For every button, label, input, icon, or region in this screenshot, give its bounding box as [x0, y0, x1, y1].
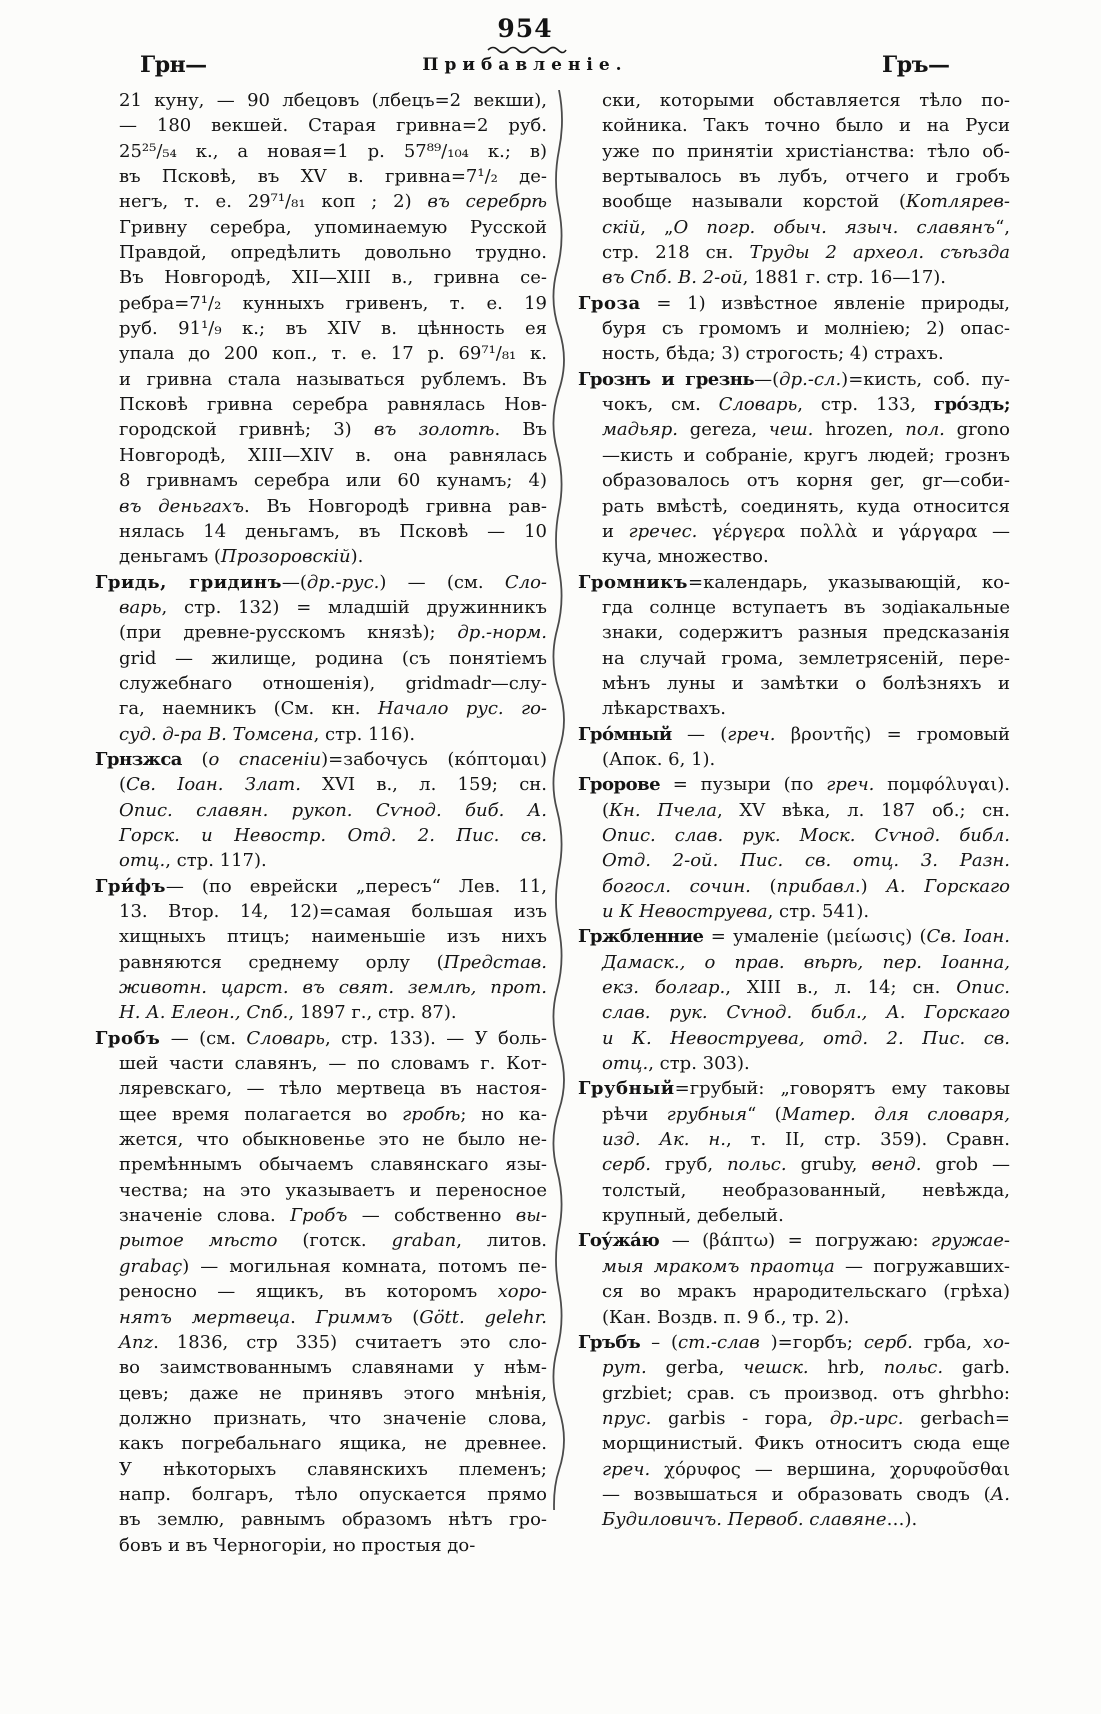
text-line: Будиловичъ. Первоб. славяне…). — [602, 1509, 918, 1531]
text-line: толстый, необразованный, невѣжда, — [602, 1179, 1010, 1201]
text-line: стр. 218 сн. Труды 2 археол. съѣзда — [602, 242, 1011, 264]
citation-text: въ серебрѣ — [427, 191, 547, 213]
citation-text: вы- — [515, 1205, 547, 1227]
text-line: реносно — ящикъ, въ которомъ хоро- — [119, 1281, 547, 1303]
text-line: — возвышаться и образовать сводъ (А. — [602, 1483, 1010, 1505]
citation-text: отц. — [119, 850, 166, 872]
text-line: Псковѣ гривна серебра равнялась Нов- — [119, 394, 547, 416]
citation-text: др.-сл. — [779, 368, 842, 390]
text-line: знаки, содержитъ разныя предсказанія — [602, 622, 1010, 644]
citation-text: въ золотѣ — [373, 419, 495, 441]
citation-text: др.-норм. — [457, 622, 547, 644]
citation-text: животн. царст. въ свят. землѣ, прот. — [119, 977, 547, 999]
citation-text: и К Невоструева — [602, 901, 768, 922]
citation-text: греч. — [602, 1458, 651, 1480]
text-line — [578, 950, 1010, 975]
citation-text: хоро- — [497, 1281, 547, 1303]
citation-text: мадьяр. — [602, 419, 679, 441]
dictionary-entry — [578, 1076, 1010, 1228]
text-line: городской гривнѣ; 3) въ золотѣ. Въ — [119, 419, 548, 441]
text-line: деньгамъ (Прозоровскій). — [119, 546, 364, 568]
citation-text: Гробъ — [290, 1205, 348, 1227]
text-line: лѣкарствахъ. — [602, 698, 727, 720]
citation-text: серб. — [863, 1331, 913, 1353]
text-line: цевъ; даже не принявъ этого мнѣнія, — [119, 1382, 547, 1404]
text-line: ность, бѣда; 3) строгость; 4) страхъ. — [602, 343, 944, 365]
text-line: щее время полагается во гробѣ; но ка- — [119, 1103, 547, 1125]
section-title: Прибавленіе. — [422, 55, 628, 75]
text-line: Н. А. Елеон., Спб., 1897 г., стр. 87). — [119, 1002, 457, 1024]
entry-continuation — [578, 88, 1010, 291]
citation-text: Матер. для словаря, — [781, 1103, 1010, 1125]
citation-text: Опис. слав. рук. Моск. Сѵнод. библ. — [602, 824, 1010, 846]
text-line: Anz. 1836, стр 335) считаетъ это сло- — [119, 1331, 547, 1353]
citation-text: рут. — [602, 1357, 647, 1379]
citation-text: Gött. gelehr. — [419, 1306, 547, 1328]
text-line: койника. Такъ точно было и на Руси — [602, 115, 1010, 137]
citation-text: и К. Невоструева, отд. 2. Пис. св. — [602, 1027, 1010, 1049]
text-line: въ Спб. В. 2-ой, 1881 г. стр. 16—17). — [602, 267, 947, 289]
text-line: (Апок. 6, 1). — [602, 748, 716, 770]
text-line: ребра=7¹/₂ кунныхъ гривенъ, т. е. 19 — [119, 292, 547, 314]
citation-text: гробѣ — [402, 1103, 461, 1125]
text-line: на случай грома, землетрясеній, пере- — [602, 647, 1010, 669]
dictionary-entry — [95, 570, 547, 747]
church-slavonic-text: Грознъ и грезнь — [578, 368, 755, 390]
citation-text: отц. — [602, 1053, 649, 1075]
text-line — [578, 848, 1010, 873]
dictionary-entry — [578, 1330, 1010, 1533]
citation-text: изд. Ак. н. — [602, 1129, 726, 1151]
citation-text: Котлярев- — [906, 191, 1010, 213]
citation-text: прус. — [602, 1407, 652, 1429]
text-line: негъ, т. е. 29⁷¹/₈₁ коп ; 2) въ серебрѣ — [119, 191, 547, 213]
text-line: Новгородѣ, XIII—XIV в. она равнялась — [119, 444, 547, 466]
text-line: въ землю, равнымъ образомъ нѣтъ гро- — [119, 1509, 547, 1531]
text-line — [95, 798, 547, 823]
text-line: чокъ, см. Словарь, стр. 133, гро́здъ; — [602, 394, 1010, 416]
dictionary-entry — [95, 747, 547, 874]
text-line: морщинистый. Фикъ относитъ сюда еще — [602, 1433, 1010, 1455]
text-line: мадьяр. gereza, чеш. hrozen, пол. grono — [602, 419, 1010, 441]
page-number: 954 — [497, 14, 553, 43]
text-line: —кисть и собраніе, кругъ людей; грознъ — [602, 444, 1010, 466]
text-line: богосл. сочин. (прибавл.) А. Горскаго — [602, 875, 1010, 897]
citation-text: Anz — [119, 1331, 154, 1353]
text-line: Грубный=грубый: „говорятъ ему таковы — [578, 1078, 1010, 1100]
text-line: Гръбъ – (ст.-слав )=горбъ; серб. грба, хо- — [578, 1331, 1010, 1353]
text-line: мыя мракомъ праотца — погружавших- — [602, 1255, 1010, 1277]
text-line: жется, что обыкновенье это не было не- — [119, 1129, 547, 1151]
citation-text: Представ. — [443, 951, 547, 973]
text-line: руб. 91¹/₉ к.; въ XIV в. цѣнность ея — [119, 318, 547, 340]
citation-text: нятъ мертвеца — [119, 1306, 291, 1328]
text-line: какъ погребальнаго ящика, не древнее. — [119, 1433, 547, 1455]
text-line: суд. д-ра В. Томсена, стр. 116). — [119, 723, 416, 745]
citation-text: гречес. — [628, 520, 698, 542]
text-line: шей части славянъ, — по словамъ г. Кот- — [119, 1053, 547, 1075]
text-line: Грнзжса (о спасеніи)=забочусь (κόπτομαι) — [95, 748, 548, 770]
citation-text: прибавл. — [776, 875, 861, 897]
text-line: въ Псковѣ, въ XV в. гривна=7¹/₂ де- — [119, 166, 547, 188]
citation-text: Будиловичъ. Первоб. славяне — [602, 1509, 887, 1531]
citation-text: Св. Іоан. Злат. — [126, 774, 301, 796]
text-line: и К Невоструева, стр. 541). — [602, 901, 870, 922]
text-line: вообще называли корстой (Котлярев- — [602, 191, 1010, 213]
text-line: 21 куну, — 90 лбецовъ (лбецъ=2 векши), — [119, 90, 547, 111]
text-line: 13. Втор. 14, 12)=самая большая изъ — [119, 901, 547, 922]
text-line: хищныхъ птицъ; наименьшіе изъ нихъ — [119, 926, 547, 948]
text-line: Гророве = пузыри (по греч. πομφόλυγαι). — [578, 774, 1011, 796]
dictionary-entry — [578, 1228, 1010, 1329]
text-line: гда солнце вступаетъ въ зодіакальные — [602, 596, 1010, 618]
citation-text: рытое мѣсто — [119, 1230, 278, 1252]
text-line: и гречес. γέργερα πολλὰ и γάργαρα — — [602, 520, 1011, 542]
citation-text: graban — [391, 1230, 457, 1252]
entry-headword: Гри́фъ — [95, 875, 166, 897]
text-line: Гривну серебра, упоминаемую Русской — [119, 216, 547, 238]
entry-headword: Гробъ — [95, 1027, 161, 1049]
church-slavonic-text: гро́здъ; — [933, 394, 1010, 416]
page-crease — [548, 90, 570, 1510]
text-line: ся во мракъ нрародительскаго (грѣха) — [602, 1281, 1010, 1303]
citation-text: Гриммъ — [315, 1306, 393, 1328]
dictionary-entry — [578, 367, 1010, 570]
church-slavonic-text: Гро́мный — [578, 723, 672, 745]
citation-text: Отд. 2-ой. Пис. св. отц. 3. Разн. — [602, 850, 1010, 872]
entry-continuation — [95, 88, 547, 570]
text-line: греч. χόρυφος — вершина, χορυφοῦσθαι — [602, 1458, 1010, 1480]
citation-text: богосл. сочин. — [602, 875, 751, 897]
text-line: Гро́мный — (греч. βροντῆς) = громовый — [578, 723, 1010, 745]
citation-text: А. Горскаго — [886, 875, 1010, 897]
citation-text: Прозоровскій — [220, 546, 351, 568]
citation-text: серб. — [602, 1154, 651, 1176]
citation-text: польс. — [883, 1357, 944, 1379]
text-line: скій, „О погр. обыч. языч. славянъ“, — [602, 216, 1010, 238]
entry-headword: Гроза — [578, 292, 641, 314]
text-line: Гроза = 1) извѣстное явленіе природы, — [578, 292, 1010, 314]
text-line — [578, 823, 1010, 848]
citation-text: Св. Іоан. — [926, 926, 1010, 948]
text-line: У нѣкоторыхъ славянскихъ племенъ; — [119, 1458, 547, 1480]
citation-text: скій — [602, 216, 641, 238]
text-line: упала до 200 коп., т. е. 17 р. 69⁷¹/₈₁ к. — [119, 343, 547, 365]
guide-word-right: Гръ— — [882, 52, 950, 78]
citation-text: мыя мракомъ праотца — [602, 1255, 835, 1277]
text-line: варь, стр. 132) = младшій дружинникъ — [119, 596, 547, 618]
citation-text: хо- — [982, 1331, 1010, 1353]
citation-text: Словарь — [718, 394, 798, 416]
guide-word-left: Грн— — [140, 52, 207, 78]
text-line: служебнаго отношенія), gridmadr—слу- — [119, 672, 547, 694]
text-line: рут. gerba, чешск. hrb, польс. garb. — [602, 1357, 1010, 1379]
text-line: рать вмѣстѣ, соединять, куда относится — [602, 495, 1010, 517]
text-line: прус. garbis - гора, др.-ирс. gerbach= — [602, 1407, 1011, 1429]
text-line: вертывалось въ лубъ, отчего и гробъ — [602, 166, 1010, 188]
citation-text: греч. — [727, 723, 776, 745]
citation-text: Словарь — [246, 1027, 325, 1049]
citation-text: Дамаск., о прав. вѣрѣ, пер. Іоанна, — [602, 951, 1010, 973]
text-line — [578, 1026, 1010, 1051]
citation-text: Начало рус. го- — [377, 698, 547, 720]
dictionary-entry — [578, 291, 1010, 367]
text-line — [95, 975, 547, 1000]
text-line: Правдой, опредѣлить довольно трудно. — [119, 242, 547, 264]
church-slavonic-text: Гръбъ — [578, 1331, 641, 1353]
text-line: Гоу́жа́ю — (βάπτω) = погружаю: гружае- — [578, 1230, 1010, 1252]
text-line: образовалось отъ корня ger, gr—соби- — [602, 470, 1010, 492]
church-slavonic-text: Гржбленние — [578, 926, 704, 948]
text-line: Гробъ — (см. Словарь, стр. 133). — У боль- — [95, 1027, 547, 1049]
text-line: должно признать, что значеніе слова, — [119, 1407, 547, 1429]
text-line: grid — жилище, родина (съ понятіемъ — [119, 647, 547, 669]
text-line: нятъ мертвеца. Гриммъ (Gött. gelehr. — [119, 1306, 547, 1328]
text-line: изд. Ак. н., т. II, стр. 359). Сравн. — [602, 1129, 1010, 1151]
entry-headword: Гридь, гридинъ — [95, 571, 282, 593]
dictionary-entry — [578, 722, 1010, 773]
citation-text: grabaç — [119, 1255, 183, 1277]
text-line: Гржбленние = умаленіе (μείωσις) (Св. Іоан. — [578, 926, 1010, 948]
text-line: екз. болгар., XIII в., л. 14; сн. Опис. — [602, 977, 1010, 999]
text-line: рытое мѣсто (готск. graban, литов. — [119, 1230, 547, 1252]
right-column — [578, 88, 1010, 1533]
citation-text: гружае- — [931, 1230, 1010, 1252]
citation-text: въ деньгахъ — [119, 495, 244, 517]
dictionary-entry — [578, 570, 1010, 722]
text-line: grzbiet; срав. съ производ. отъ ghrbho: — [602, 1382, 1010, 1404]
citation-text: въ Спб. В. 2-ой — [602, 267, 743, 289]
text-line: нялась 14 деньгамъ, въ Псковѣ — 10 — [119, 520, 547, 542]
citation-text: Сло- — [504, 571, 547, 593]
citation-text: екз. болгар. — [602, 977, 726, 999]
entry-headword: Громникъ — [578, 571, 688, 593]
text-line: въ деньгахъ. Въ Новгородѣ гривна рав- — [119, 495, 547, 517]
dictionary-entry — [95, 1026, 547, 1558]
text-line: Грознъ и грезнь—(др.-сл.)=кисть, соб. пу- — [578, 368, 1010, 390]
text-line: (Св. Іоан. Злат. XVI в., л. 159; сн. — [119, 774, 547, 796]
text-line: и гривна стала называться рублемъ. Въ — [119, 368, 547, 390]
citation-text: грубныя — [666, 1103, 748, 1125]
church-slavonic-text: Гророве — [578, 774, 661, 796]
text-line: чества; на это указываетъ и переносное — [119, 1179, 547, 1201]
citation-text: Опис. славян. рукоп. Сѵнод. биб. А. — [119, 799, 547, 821]
running-head — [0, 52, 1101, 82]
text-line: 25²⁵/₅₄ к., а новая=1 р. 57⁸⁹/₁₀₄ к.; в) — [119, 140, 547, 162]
citation-text: венд. — [871, 1154, 922, 1176]
entry-headword: Грубный — [578, 1078, 675, 1100]
text-line: Гридь, гридинъ—(др.-рус.) — (см. Сло- — [95, 571, 547, 593]
text-line: серб. груб, польс. gruby, венд. grob — — [602, 1154, 1010, 1176]
text-line: grabaç) — могильная комната, потомъ пе- — [119, 1255, 547, 1277]
text-line: 8 гривнамъ серебра или 60 кунамъ; 4) — [119, 470, 547, 492]
dictionary-entry — [578, 772, 1010, 924]
dictionary-entry — [578, 924, 1010, 1076]
text-line: мѣнъ луны и замѣтки о болѣзняхъ и — [602, 672, 1010, 694]
text-line: бовъ и въ Черногоріи, но простыя до- — [119, 1534, 476, 1556]
citation-text: о спасеніи — [208, 748, 322, 770]
text-line: напр. болгаръ, тѣло опускается прямо — [119, 1483, 547, 1505]
church-slavonic-text: Грнзжса — [95, 748, 182, 770]
text-line: крупный, дебелый. — [602, 1205, 784, 1227]
citation-text: чеш. — [768, 419, 814, 441]
text-line: значеніе слова. Гробъ — собственно вы- — [119, 1205, 547, 1227]
citation-text: Кн. Пчела — [609, 799, 717, 821]
text-line: Въ Новгородѣ, XII—XIII в., гривна се- — [119, 267, 547, 289]
text-line: (Кн. Пчела, XV вѣка, л. 187 об.; сн. — [602, 799, 1010, 821]
text-line: га, наемникъ (См. кн. Начало рус. го- — [119, 698, 547, 720]
citation-text: слав. рук. Сѵнод. библ., А. Горскаго — [602, 1002, 1010, 1024]
text-line: (Кан. Воздв. п. 9 б., тр. 2). — [602, 1306, 850, 1328]
left-column — [95, 88, 547, 1558]
text-line: (при древне-русскомъ князѣ); др.-норм. — [119, 622, 547, 644]
citation-text: чешск. — [743, 1357, 809, 1379]
text-line: премѣннымъ обычаемъ славянскаго язы- — [119, 1154, 547, 1176]
text-line: отц., стр. 117). — [119, 850, 267, 872]
citation-text: варь — [119, 596, 162, 618]
citation-text: греч. — [826, 774, 875, 796]
citation-text: др.-ирс. — [829, 1407, 904, 1429]
text-line: ски, которыми обставляется тѣло по- — [602, 90, 1010, 111]
text-line: во заимствованнымъ славянами у нѣм- — [119, 1357, 547, 1379]
citation-text: Опис. — [956, 977, 1010, 999]
text-line: рѣчи грубныя“ (Матер. для словаря, — [602, 1103, 1010, 1125]
dictionary-entry — [95, 874, 547, 1026]
citation-text: Труды 2 археол. съѣзда — [749, 242, 1011, 264]
church-slavonic-text: Гоу́жа́ю — [578, 1230, 660, 1252]
citation-text: суд. д-ра В. Томсена — [119, 723, 314, 745]
citation-text: ст.-слав — [678, 1331, 760, 1353]
text-line: куча, множество. — [602, 546, 769, 568]
text-line — [578, 1000, 1010, 1025]
citation-text: Горск. и Невостр. Отд. 2. Пис. св. — [119, 824, 547, 846]
text-line: отц., стр. 303). — [602, 1053, 750, 1075]
text-line: — 180 векшей. Старая гривна=2 руб. — [119, 115, 547, 137]
citation-text: польс. — [727, 1154, 787, 1176]
text-line: Гри́фъ— (по еврейски „пересъ“ Лев. 11, — [95, 875, 547, 897]
text-line: равняются среднему орлу (Представ. — [119, 951, 547, 973]
citation-text: др.-рус. — [306, 571, 380, 593]
citation-text: О погр. обыч. языч. славянъ — [673, 216, 996, 238]
citation-text: Н. А. Елеон., Спб. — [119, 1002, 289, 1024]
text-line: буря съ громомъ и молніею; 2) опас- — [602, 318, 1010, 340]
citation-text: пол. — [905, 419, 945, 441]
citation-text: А. — [990, 1483, 1010, 1505]
text-line — [95, 823, 547, 848]
text-line: уже по принятіи христіанства: тѣло об- — [602, 140, 1010, 162]
text-line: ляревскаго, — тѣло мертвеца въ настоя- — [119, 1078, 547, 1100]
text-line: Громникъ=календарь, указывающій, ко- — [578, 571, 1010, 593]
